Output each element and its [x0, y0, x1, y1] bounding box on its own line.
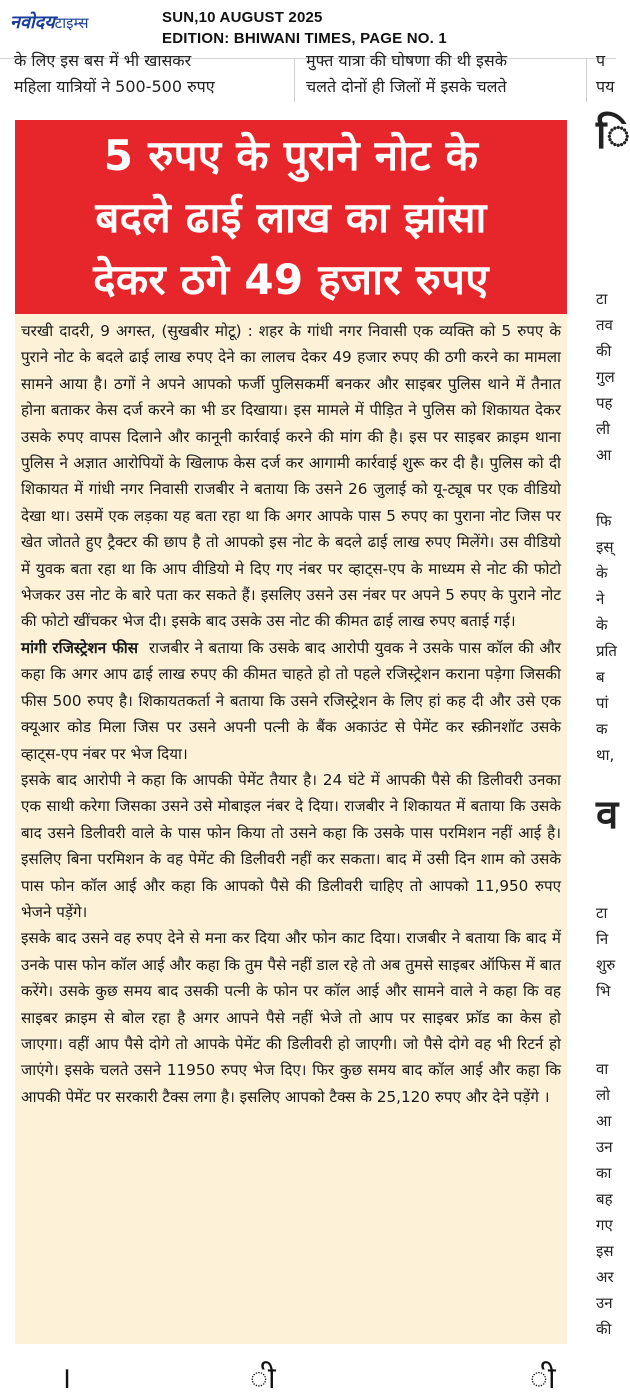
prev-col-2-line: मुफ्त यात्रा की घोषणा की थी इसके	[306, 51, 507, 70]
article-paragraph: इसके बाद उसने वह रुपए देने से मना कर दिया और फोन काट दिया। राजबीर ने बताया कि बाद में उनके पास फोन कॉल आई और कहा कि तुम पैसे नहीं डाल रहे तो अब तुमसे साइबर ऑफिस में बात करेंगे। उसके कुछ समय बाद उसकी पत्नी के फोन पर कॉल आई और सामने वाले ने कहा कि वह साइबर क्राइम से बोल रहा है अगर आपने पैसे नहीं भेजे तो आप पर साइबर फ्रॉड का केस हो जाएगा। वहीं आप पैसे दोगे तो आपके पेमेंट की डिलीवरी हो जाएगी। जो पैसे दोगे वह भी रिटर्न हो जाएंगे। इसके चलते उसने 11950 रुपए भेज दिए। फिर कुछ समय बाद कॉल आई और कहा कि आपकी पेमेंट पर सरकारी टैक्स लगा है। इसलिए आपको टैक्स के 25,120 रुपए और देने पड़ेंगे ।	[21, 929, 561, 1106]
prev-col-1	[14, 48, 284, 100]
next-fragment: ।	[60, 1361, 72, 1396]
adjacent-fragment: की	[596, 1320, 612, 1338]
logo-primary: नवोदय	[10, 12, 55, 33]
adjacent-fragment: प्रति	[596, 642, 617, 660]
adjacent-fragment: तव	[596, 316, 613, 334]
prev-col-1-line: महिला यात्रियों ने 500-500 रुपए	[14, 77, 215, 96]
adjacent-fragment: ली	[596, 420, 611, 438]
previous-article-tail	[0, 51, 616, 102]
adjacent-fragment: शुरु	[596, 956, 616, 974]
adjacent-fragment: की	[596, 342, 612, 360]
headline-line: 5 रुपए के पुराने नोट के	[103, 131, 479, 180]
adjacent-fragment: ने	[596, 590, 605, 608]
adjacent-fragment: लो	[596, 1086, 611, 1104]
column-divider	[586, 58, 587, 102]
adjacent-fragment: नि	[596, 930, 609, 948]
adjacent-fragment: आ	[596, 1112, 612, 1130]
prev-col-3-line: पय	[596, 77, 615, 96]
adjacent-big-letter: ि	[596, 112, 630, 158]
adjacent-fragment: उन	[596, 1138, 613, 1156]
adjacent-fragment: अर	[596, 1268, 614, 1286]
article-paragraph-with-subheading	[21, 635, 561, 767]
adjacent-fragment: आ	[596, 446, 612, 464]
next-fragment: ी	[250, 1361, 276, 1396]
adjacent-fragment: के	[596, 564, 608, 582]
prev-col-3-line: प	[596, 51, 606, 70]
next-fragment: ी	[530, 1361, 556, 1396]
article-paragraph: चरखी दादरी, 9 अगस्त, (सुखबीर मोटू) : शहर के गांधी नगर निवासी एक व्यक्ति को 5 रुपए के पुराने नोट के बदले ढाई लाख रुपए देने का लालच देकर 49 हजार रुपए की ठगी करने का मामला सामने आया है। ठगों ने अपने आपको फर्जी पुलिसकर्मी बनकर और साइबर पुलिस थाने में तैनात होना बताकर केस दर्ज करने का भी डर दिखाया। इस मामले में पीड़ित ने पुलिस को शिकायत देकर उसके रुपए वापस दिलाने और कानूनी कार्रवाई करने की मांग की है। इस पर साइबर क्राइम थाना पुलिस ने अज्ञात आरोपियों के खिलाफ केस दर्ज कर आगामी कार्रवाई शुरू कर दी है। पुलिस को दी शिकायत में गांधी नगर निवासी राजबीर ने बताया कि उसने 26 जुलाई को यू-ट्यूब पर एक वीडियो देखा था। उसमें एक लड़का यह बता रहा था कि अगर आपके पास 5 रुपए का पुराना नोट जिस पर खेत जोतते हुए ट्रैक्टर की छाप है तो आपको इस नोट के बदले ढाई लाख रुपए मिलेंगे। उस वीडियो में युवक बता रहा था कि आप वीडियो मे दिए गए नंबर पर व्हाट्स-एप के माध्यम से नोट की फोटो भेजकर उस नोट के बारे पता कर सकते हैं। इसलिए उसने उस नंबर पर अपने 5 रुपए के पुराने नोट की फोटो खींचकर भेज दी। इसके बाद उसके उस नोट की कीमत ढाई लाख रुपए बताई गई।	[21, 322, 561, 631]
adjacent-fragment: इस	[596, 1242, 614, 1260]
adjacent-fragment: गए	[596, 1216, 613, 1234]
news-article[interactable]	[15, 120, 567, 1344]
adjacent-fragment: भि	[596, 982, 611, 1000]
logo-secondary: टाइम्स	[54, 14, 89, 32]
prev-col-2	[306, 48, 588, 100]
next-article-tail	[0, 1350, 616, 1396]
adjacent-fragment: के	[596, 616, 608, 634]
newspaper-logo[interactable]	[10, 10, 89, 34]
headline-line: बदले ढाई लाख का झांसा	[95, 193, 487, 242]
edition-name: EDITION: BHIWANI TIMES, PAGE NO. 1	[162, 30, 447, 47]
column-divider	[294, 58, 295, 102]
adjacent-fragment: क	[596, 720, 608, 738]
adjacent-fragment: टा	[596, 290, 608, 308]
article-body	[21, 318, 561, 1110]
prev-col-3	[596, 48, 616, 100]
edition-date: SUN,10 AUGUST 2025	[162, 9, 323, 26]
adjacent-fragment: टा	[596, 904, 608, 922]
prev-col-1-line: के लिए इस बस में भी खासकर	[14, 51, 192, 70]
headline-line: देकर ठगे 49 हजार रुपए	[93, 255, 489, 304]
adjacent-fragment: पह	[596, 394, 613, 412]
adjacent-fragment: पां	[596, 694, 609, 712]
adjacent-fragment: उन	[596, 1294, 613, 1312]
adjacent-fragment: फि	[596, 512, 612, 530]
article-headline	[15, 120, 567, 314]
adjacent-fragment: इस्	[596, 538, 614, 556]
adjacent-fragment: वा	[596, 1060, 609, 1078]
article-paragraph: इसके बाद आरोपी ने कहा कि आपकी पेमेंट तैयार है। 24 घंटे में आपकी पैसे की डिलीवरी उनका एक साथी करेगा जिसका उसने उसे मोबाइल नंबर दे दिया। राजबीर ने शिकायत में बताया कि उसके बाद उसने डिलीवरी वाले के पास फोन किया तो उसने कहा कि उसके पास परमिशन नहीं आई है। इसलिए बिना परमिशन के वह पेमेंट की डिलीवरी नहीं कर सकता। बाद में उसी दिन शाम को उसके पास फोन कॉल आई और कहा कि आपको पैसे की डिलीवरी चाहिए तो आपको 11,950 रुपए भेजने पड़ेंगे।	[21, 770, 561, 921]
adjacent-fragment: था,	[596, 746, 615, 764]
adjacent-fragment: ब	[596, 668, 605, 686]
adjacent-big-letter: व	[596, 792, 619, 838]
article-subheading: मांगी रजिस्ट्रेशन फीस	[21, 638, 138, 657]
article-paragraph: राजबीर ने बताया कि उसके बाद आरोपी युवक ने उसके पास कॉल की और कहा कि अगर आप ढाई लाख रुपए की कीमत चाहते हो तो पहले रजिस्ट्रेशन कराना पड़ेगा जिसकी फीस 500 रुपए है। शिकायतकर्ता ने बताया कि उसने रजिस्ट्रेशन के लिए हां कह दी और उसे एक क्यूआर कोड मिला जिस पर उसने अपनी पत्नी के बैंक अकाउंट से पेमेंट कर स्क्रीनशॉट उसके व्हाट्स-एप नंबर पर भेज दिया।	[21, 638, 562, 763]
adjacent-fragment: बह	[596, 1190, 613, 1208]
adjacent-fragment: का	[596, 1164, 612, 1182]
adjacent-fragment: गुल	[596, 368, 615, 386]
prev-col-2-line: चलते दोनों ही जिलों में इसके चलते	[306, 77, 507, 96]
adjacent-column	[592, 102, 630, 1372]
